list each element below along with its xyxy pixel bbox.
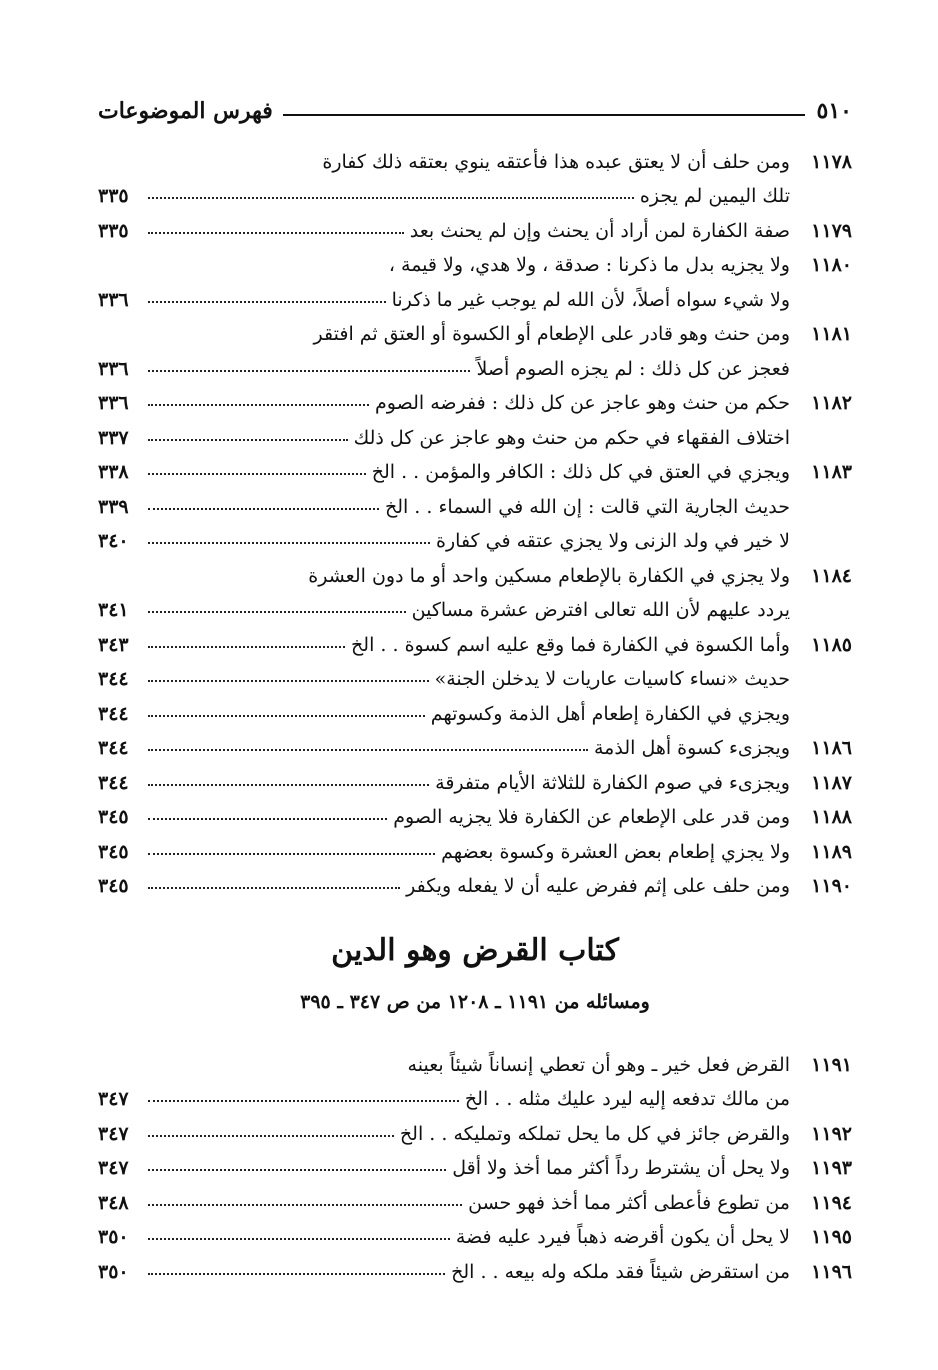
toc-entry [98,1041,852,1110]
dot-leader [148,473,366,475]
page-ref: ٣٤٨ [98,1191,129,1214]
entries-after [98,1041,852,1283]
entry-text: صفة الكفارة لمن أراد أن يحنث وإن لم يحنث بعد [409,219,790,242]
toc-entry [98,138,852,207]
page-ref: ٣٤٥ [98,875,129,897]
entry-text: من تطوع فأعطى أكثر مما أخذ فهو حسن [468,1191,790,1214]
entry-number: ١١٩٤ [811,1191,852,1214]
page-title: فهرس الموضوعات [98,98,273,124]
dot-leader [148,1273,445,1275]
dot-leader [148,542,430,544]
page-ref: ٣٤٤ [98,771,129,794]
entry-text: لا خير في ولد الزنى ولا يجزي عتقه في كفارة [436,530,790,552]
entry-text: ومن قدر على الإطعام عن الكفارة فلا يجزيه الصوم [393,806,790,828]
page-ref: ٣٤٧ [98,1122,129,1145]
toc-entry [98,552,852,621]
entry-number: ١١٨٧ [811,771,852,794]
entry-text: ولا شيء سواه أصلاً، لأن الله لم يوجب غير ما ذكرنا [391,288,790,311]
toc-line [98,518,852,553]
entry-number: ١١٨٥ [811,633,852,656]
entry-number: ١١٧٨ [811,150,852,173]
page-number: ٥١٠ [816,98,852,124]
page-ref: ٣٣٥ [98,185,129,207]
dot-leader [148,439,348,441]
entry-number: ١١٩٢ [811,1122,852,1145]
entry-text: ويجزي في العتق في كل ذلك : الكافر والمؤمن . . الخ [371,461,790,483]
page-ref: ٣٤٧ [98,1088,129,1110]
toc-line [98,621,852,656]
toc-line [98,759,852,794]
entry-text: تلك اليمين لم يجزه [639,185,790,207]
dot-leader [148,715,425,717]
dot-leader [148,818,387,820]
toc-line [98,345,852,380]
toc-entry [98,828,852,863]
toc-line [98,725,852,760]
dot-leader [148,784,429,786]
dot-leader [148,370,470,372]
entry-text: اختلاف الفقهاء في حكم من حنث وهو عاجز عن كل ذلك [353,426,790,449]
dot-leader [148,1100,459,1102]
section-title: كتاب القرض وهو الدين [331,933,619,968]
toc-entry [98,242,852,311]
toc-entry [98,1145,852,1180]
entries-before [98,138,852,897]
entry-text: القرض فعل خير ـ وهو أن تعطي إنساناً شيئاً بعينه [407,1053,790,1076]
entry-text: وأما الكسوة في الكفارة فما وقع عليه اسم كسوة . . الخ [351,633,790,656]
toc-entry [98,311,852,380]
toc-line [98,1110,852,1145]
entry-text: حديث «نساء كاسيات عاريات لا يدخلن الجنة» [434,668,790,690]
page-ref: ٣٤١ [98,599,129,621]
dot-leader [148,1135,394,1137]
entry-text: ويجزىء في صوم الكفارة للثلاثة الأيام متفرقة [435,771,790,794]
page-ref: ٣٤٤ [98,702,129,725]
toc-entry [98,1248,852,1283]
entry-text: ومن حنث وهو قادر على الإطعام أو الكسوة أو العتق ثم افتقر [313,323,790,345]
entry-text: حديث الجارية التي قالت : إن الله في السماء . . الخ [384,495,790,518]
entry-text: ولا يحل أن يشترط رداً أكثر مما أخذ ولا أقل [452,1157,790,1179]
page-ref: ٣٤٧ [98,1157,129,1179]
page-ref: ٣٤٥ [98,840,129,863]
toc-line [98,138,852,173]
toc-line [98,483,852,518]
toc-line [98,276,852,311]
dot-leader [148,404,369,406]
toc-line [98,690,852,725]
toc-line [98,311,852,346]
toc-line [98,1214,852,1249]
toc-line [98,1041,852,1076]
toc-entry [98,380,852,449]
page-ref: ٣٤٣ [98,633,129,656]
toc-entry [98,1214,852,1249]
entry-text: ولا يجزي إطعام بعض العشرة وكسوة بعضهم [441,840,790,863]
entry-text: والقرض جائز في كل ما يحل تملكه وتمليكه . . الخ [399,1122,790,1145]
toc-line [98,207,852,242]
entry-number: ١١٧٩ [811,219,852,242]
toc-line [98,1076,852,1111]
entry-number: ١١٩٥ [811,1226,852,1248]
section-subtitle: ومسائله من ١١٩١ ـ ١٢٠٨ من ص ٣٤٧ ـ ٣٩٥ [300,991,650,1013]
toc-line [98,552,852,587]
toc-line [98,1248,852,1283]
page-ref: ٣٥٠ [98,1260,129,1283]
toc-entry [98,449,852,553]
page-ref: ٣٤٥ [98,806,129,828]
entry-text: لا يحل أن يكون أقرضه ذهباً فيرد عليه فضة [455,1226,790,1248]
toc-line [98,794,852,829]
dot-leader [148,1169,446,1171]
dot-leader [148,232,404,234]
toc-entry [98,621,852,725]
toc-line [98,414,852,449]
page-ref: ٣٣٦ [98,392,129,414]
dot-leader [148,887,400,889]
toc-entry [98,794,852,829]
page-ref: ٣٣٥ [98,219,129,242]
toc-entry [98,863,852,898]
page-ref: ٣٣٩ [98,495,129,518]
entry-text: من مالك تدفعه إليه ليرد عليك مثله . . الخ [464,1088,790,1110]
entry-number: ١١٨٤ [811,564,852,587]
entry-number: ١١٩٣ [811,1157,852,1179]
toc-line [98,587,852,622]
dot-leader [148,680,429,682]
entry-text: حكم من حنث وهو عاجز عن كل ذلك : ففرضه الصوم [375,392,790,414]
entry-text: ومن حلف على إثم ففرض عليه أن لا يفعله ويكفر [406,875,790,897]
toc-line [98,1179,852,1214]
entry-number: ١١٩٦ [811,1260,852,1283]
entry-text: ويجزي في الكفارة إطعام أهل الذمة وكسوتهم [430,702,790,725]
dot-leader [148,853,435,855]
entry-text: ولا يجزي في الكفارة بالإطعام مسكين واحد أو ما دون العشرة [308,564,790,587]
entry-number: ١١٩٠ [811,875,852,897]
toc-line [98,449,852,484]
toc-line [98,242,852,277]
page-header [98,86,852,124]
entry-number: ١١٨٠ [811,254,852,276]
dot-leader [148,749,588,751]
dot-leader [148,197,634,199]
page-ref: ٣٣٧ [98,426,129,449]
toc-line [98,828,852,863]
entry-number: ١١٨٦ [811,737,852,759]
toc-line [98,380,852,415]
page-ref: ٣٣٨ [98,461,129,483]
toc-entry [98,725,852,760]
entry-number: ١١٨٨ [811,806,852,828]
dot-leader [148,646,345,648]
toc-line [98,1145,852,1180]
dot-leader [148,1238,450,1240]
toc-entry [98,1179,852,1214]
toc-line [98,863,852,898]
toc-entry [98,207,852,242]
page-ref: ٣٤٠ [98,530,129,552]
entry-text: من استقرض شيئاً فقد ملكه وله بيعه . . الخ [451,1260,790,1283]
page-ref: ٣٥٠ [98,1226,129,1248]
dot-leader [148,301,386,303]
entry-number: ١١٩١ [811,1053,852,1076]
toc-entry [98,759,852,794]
entry-text: فعجز عن كل ذلك : لم يجزه الصوم أصلاً [476,357,790,380]
dot-leader [148,611,406,613]
toc-entry [98,1110,852,1145]
dot-leader [148,508,379,510]
page-ref: ٣٤٤ [98,737,129,759]
page-ref: ٣٣٦ [98,357,129,380]
page-ref: ٣٤٤ [98,668,129,690]
entry-number: ١١٨١ [811,323,852,345]
entry-text: يردد عليهم لأن الله تعالى افترض عشرة مساكين [411,599,790,621]
entry-text: ومن حلف أن لا يعتق عبده هذا فأعتقه ينوي بعتقه ذلك كفارة [322,150,790,173]
dot-leader [148,1204,462,1206]
toc-line [98,656,852,691]
entry-number: ١١٨٩ [811,840,852,863]
header-rule [283,114,805,116]
toc-line [98,173,852,208]
page-ref: ٣٣٦ [98,288,129,311]
entry-text: ويجزىء كسوة أهل الذمة [594,737,790,759]
entry-number: ١١٨٣ [811,461,852,483]
entry-number: ١١٨٢ [811,392,852,414]
entry-text: ولا يجزيه بدل ما ذكرنا : صدقة ، ولا هدي، ولا قيمة ، [388,254,790,276]
